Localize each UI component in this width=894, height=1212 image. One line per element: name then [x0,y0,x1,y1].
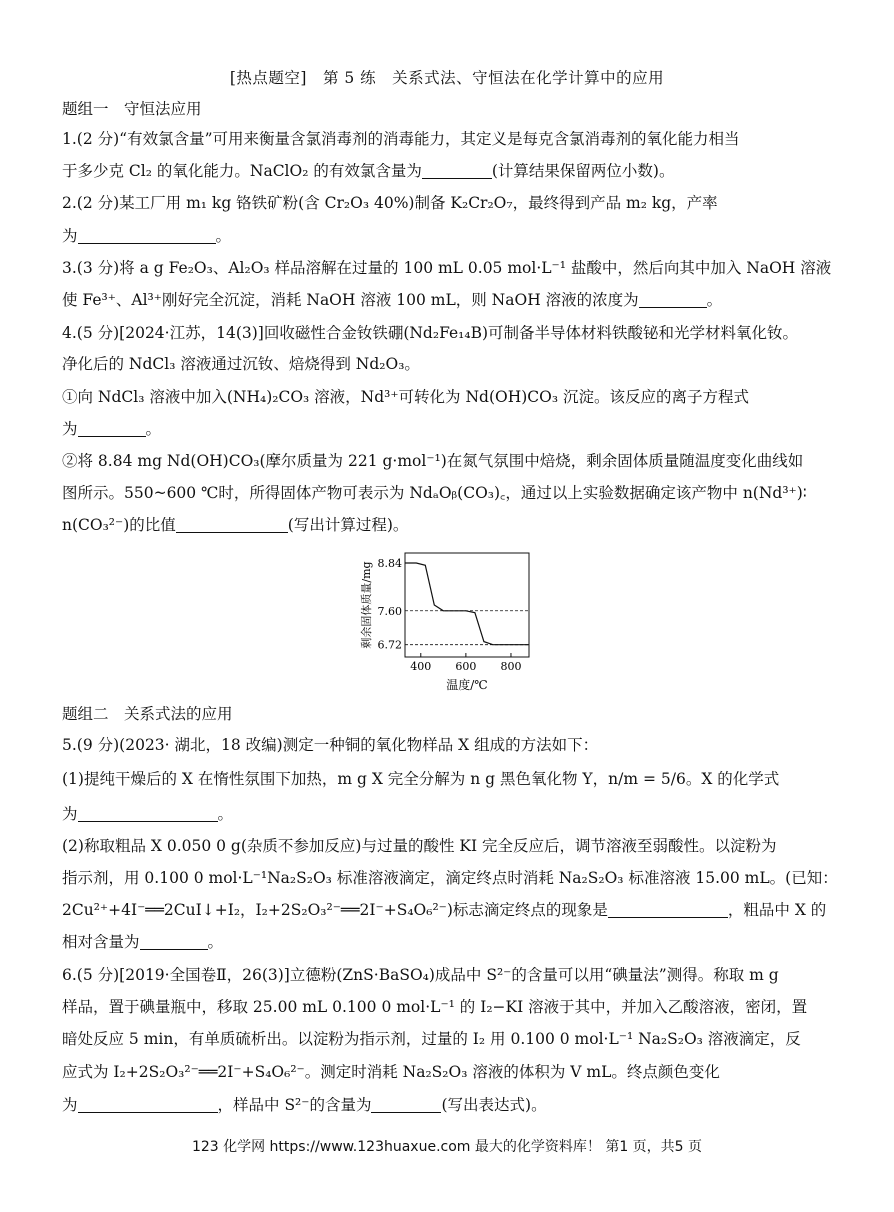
question-1-line-2 [62,160,674,182]
y-axis-label: 剩余固体质量/mg [360,561,373,649]
x-tick-label: 400 [410,660,432,673]
page-title: [热点题空] 第 5 练 关系式法、守恒法在化学计算中的应用 [229,69,665,87]
y-tick-label: 8.84 [377,557,402,571]
question-4-line-6: 图所示。550~600 ℃时，所得固体产物可表示为 NdₐOᵦ(CO₃)꜀，通过以上实验数据确定该产物中 n(Nd³⁺)∶ [62,484,807,502]
answer-blank [422,162,492,179]
x-tick-label: 800 [500,660,522,673]
text: 为 [62,1096,78,1114]
text: 相对含量为 [62,933,140,951]
y-tick-label: 6.72 [377,638,402,652]
answer-blank [176,516,288,533]
question-6-line-2: 样品，置于碘量瓶中，移取 25.00 mL 0.100 0 mol·L⁻¹ 的 I₂−KI 溶液于其中，并加入乙酸溶液，密闭，置 [62,998,808,1016]
question-4-line-2: 净化后的 NdCl₃ 溶液通过沉钕、焙烧得到 Nd₂O₃。 [62,355,420,373]
question-4-line-1: 4.(5 分)[2024·江苏，14(3)]回收磁性合金钕铁硼(Nd₂Fe₁₄B)可制备半导体材料铁酸铋和光学材料氧化钕。 [62,324,799,342]
question-4-line-3: ①向 NdCl₃ 溶液中加入(NH₄)₂CO₃ 溶液，Nd³⁺可转化为 Nd(OH)CO₃ 沉淀。该反应的离子方程式 [62,388,749,406]
text: 。 [706,291,723,309]
section-heading-group-1: 题组一 守恒法应用 [62,100,202,118]
question-1-line-1: 1.(2 分)“有效氯含量”可用来衡量含氯消毒剂的消毒能力，其定义是每克含氯消毒剂的氧化能力相当 [62,130,740,148]
text: 。 [207,933,224,951]
answer-blank [608,901,728,918]
text: ，样品中 S²⁻的含量为 [217,1096,372,1114]
x-tick-label: 600 [455,660,477,673]
question-5-line-5: 指示剂，用 0.100 0 mol·L⁻¹Na₂S₂O₃ 标准溶液滴定，滴定终点时消耗 Na₂S₂O₃ 标准溶液 15.00 mL。(已知： [62,869,838,887]
text: 为 [62,805,78,823]
text: 2Cu²⁺+4I⁻══2CuI↓+I₂，I₂+2S₂O₃²⁻══2I⁻+S₄O₆²⁻)标志滴定终点的现象是 [62,901,608,919]
series-line [405,563,529,645]
question-5-line-7 [62,931,223,953]
answer-blank [140,933,208,950]
text: (计算结果保留两位小数)。 [491,162,675,180]
y-tick-label: 7.60 [377,604,402,618]
text: 使 Fe³⁺、Al³⁺刚好完全沉淀，消耗 NaOH 溶液 100 mL，则 NaOH 溶液的浓度为 [62,291,639,309]
text: 。 [217,805,234,823]
answer-blank [639,291,707,308]
question-5-line-6 [62,899,826,921]
question-4-line-5: ②将 8.84 mg Nd(OH)CO₃(摩尔质量为 221 g·mol⁻¹)在氮气氛围中焙烧，剩余固体质量随温度变化曲线如 [62,452,804,470]
text: (写出表达式)。 [441,1096,547,1114]
axis-ticks [378,557,522,673]
answer-blank [371,1096,441,1113]
text: 为 [62,420,78,438]
plot-frame [405,553,529,657]
question-2-line-2 [62,225,231,247]
answer-blank [78,805,218,822]
answer-blank [78,1096,218,1113]
text: 。 [145,420,162,438]
text: 于多少克 Cl₂ 的氧化能力。NaClO₂ 的有效氯含量为 [62,162,422,180]
text: 。 [215,227,232,245]
page-footer: 123 化学网 https://www.123huaxue.com 最大的化学资料库！ 第1 页，共5 页 [191,1139,703,1155]
question-2-line-1: 2.(2 分)某工厂用 m₁ kg 铬铁矿粉(含 Cr₂O₃ 40%)制备 K₂Cr₂O₇，最终得到产品 m₂ kg，产率 [62,194,718,212]
text: ，粗品中 X 的 [727,901,827,919]
x-axis-label: 温度/℃ [446,678,488,692]
section-heading-group-2: 题组二 关系式法的应用 [62,705,233,723]
question-5-line-1: 5.(9 分)(2023· 湖北，18 改编)测定一种铜的氧化物样品 X 组成的方法如下： [62,736,599,754]
question-4-line-4 [62,418,161,440]
question-6-line-3: 暗处反应 5 min，有单质硫析出。以淀粉为指示剂，过量的 I₂ 用 0.100 0 mol·L⁻¹ Na₂S₂O₃ 溶液滴定，反 [62,1030,801,1048]
guide-lines [405,611,529,645]
answer-blank [78,227,216,244]
question-3-line-2 [62,289,722,311]
question-6-line-5 [62,1094,547,1116]
text: n(CO₃²⁻)的比值 [62,516,176,534]
text: (写出计算过程)。 [287,516,409,534]
question-5-line-2: (1)提纯干燥后的 X 在惰性氛围下加热，m g X 完全分解为 n g 黑色氧化物 Y，n/m = 5/6。X 的化学式 [62,770,780,788]
question-4-line-7 [62,514,408,536]
question-3-line-1: 3.(3 分)将 a g Fe₂O₃、Al₂O₃ 样品溶解在过量的 100 mL 0.05 mol·L⁻¹ 盐酸中，然后向其中加入 NaOH 溶液 [62,259,832,277]
question-5-line-3 [62,803,233,825]
mass-temperature-chart [355,545,545,695]
question-5-line-4: (2)称取粗品 X 0.050 0 g(杂质不参加反应)与过量的酸性 KI 完全反应后，调节溶液至弱酸性。以淀粉为 [62,837,777,855]
text: 为 [62,227,78,245]
question-6-line-1: 6.(5 分)[2019·全国卷Ⅱ，26(3)]立德粉(ZnS·BaSO₄)成品中 S²⁻的含量可以用“碘量法”测得。称取 m g [62,966,779,984]
answer-blank [78,420,146,437]
question-6-line-4: 应式为 I₂+2S₂O₃²⁻══2I⁻+S₄O₆²⁻。测定时消耗 Na₂S₂O₃ 溶液的体积为 V mL。终点颜色变化 [62,1063,720,1081]
